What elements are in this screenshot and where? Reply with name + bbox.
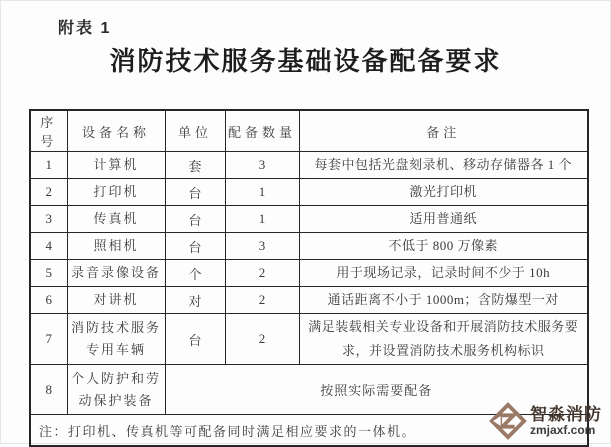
- cell-unit: 台: [165, 233, 225, 260]
- watermark: [489, 402, 602, 440]
- table-row: [30, 260, 588, 287]
- cell-qty: 2: [225, 260, 299, 287]
- watermark-brand: 智淼消防: [530, 405, 602, 424]
- cell-name: 录音录像设备: [67, 260, 165, 287]
- table-label: 附表 1: [58, 20, 112, 37]
- cell-no: 1: [30, 152, 67, 179]
- table-row: [30, 206, 588, 233]
- cell-name: 照相机: [67, 233, 165, 260]
- cell-remark: 满足装载相关专业设备和开展消防技术服务要求，并设置消防技术服务机构标识: [299, 314, 588, 365]
- equipment-table: [29, 109, 589, 447]
- cell-qty: 2: [225, 287, 299, 314]
- cell-name: 消防技术服务专用车辆: [67, 314, 165, 365]
- cell-qty: 2: [225, 314, 299, 365]
- cell-name: 打印机: [67, 179, 165, 206]
- cell-unit: 个: [165, 260, 225, 287]
- cell-qty: 1: [225, 206, 299, 233]
- cell-unit: 套: [165, 152, 225, 179]
- table-row: [30, 314, 588, 365]
- column-header-name: 设备名称: [67, 110, 165, 152]
- column-header-remark: 备注: [299, 110, 588, 152]
- cell-qty: 1: [225, 179, 299, 206]
- table-note: 注：打印机、传真机等可配备同时满足相应要求的一体机。: [30, 415, 588, 446]
- cell-merged-remark: 按照实际需要配备: [165, 365, 588, 415]
- table-row: [30, 179, 588, 206]
- watermark-url: zmjaxf.com: [530, 423, 596, 437]
- cell-remark: 通话距离不小于 1000m；含防爆型一对: [299, 287, 588, 314]
- cell-unit: 对: [165, 287, 225, 314]
- cell-remark: 激光打印机: [299, 179, 588, 206]
- cell-qty: 3: [225, 233, 299, 260]
- cell-no: 4: [30, 233, 67, 260]
- column-header-qty: 配备数量: [225, 110, 299, 152]
- cell-no: 6: [30, 287, 67, 314]
- cell-remark: 每套中包括光盘刻录机、移动存储器各 1 个: [299, 152, 588, 179]
- cell-no: 2: [30, 179, 67, 206]
- cell-remark: 适用普通纸: [299, 206, 588, 233]
- page-title: 消防技术服务基础设备配备要求: [109, 46, 502, 76]
- column-header-unit: 单位: [165, 110, 225, 152]
- cell-qty: 3: [225, 152, 299, 179]
- table-row: [30, 287, 588, 314]
- cell-name: 传真机: [67, 206, 165, 233]
- zhimiao-logo-icon: [489, 402, 527, 440]
- cell-name: 计算机: [67, 152, 165, 179]
- cell-name: 个人防护和劳动保护装备: [67, 365, 165, 415]
- cell-unit: 台: [165, 314, 225, 365]
- cell-remark: 不低于 800 万像素: [299, 233, 588, 260]
- cell-no: 3: [30, 206, 67, 233]
- cell-name: 对讲机: [67, 287, 165, 314]
- cell-remark: 用于现场记录，记录时间不少于 10h: [299, 260, 588, 287]
- watermark-text: [530, 406, 602, 436]
- cell-unit: 台: [165, 206, 225, 233]
- column-header-no: 序号: [30, 110, 67, 152]
- table-header-row: [30, 110, 588, 152]
- cell-no: 8: [30, 365, 67, 415]
- table-row: [30, 152, 588, 179]
- cell-no: 5: [30, 260, 67, 287]
- cell-unit: 台: [165, 179, 225, 206]
- table-row: [30, 233, 588, 260]
- cell-no: 7: [30, 314, 67, 365]
